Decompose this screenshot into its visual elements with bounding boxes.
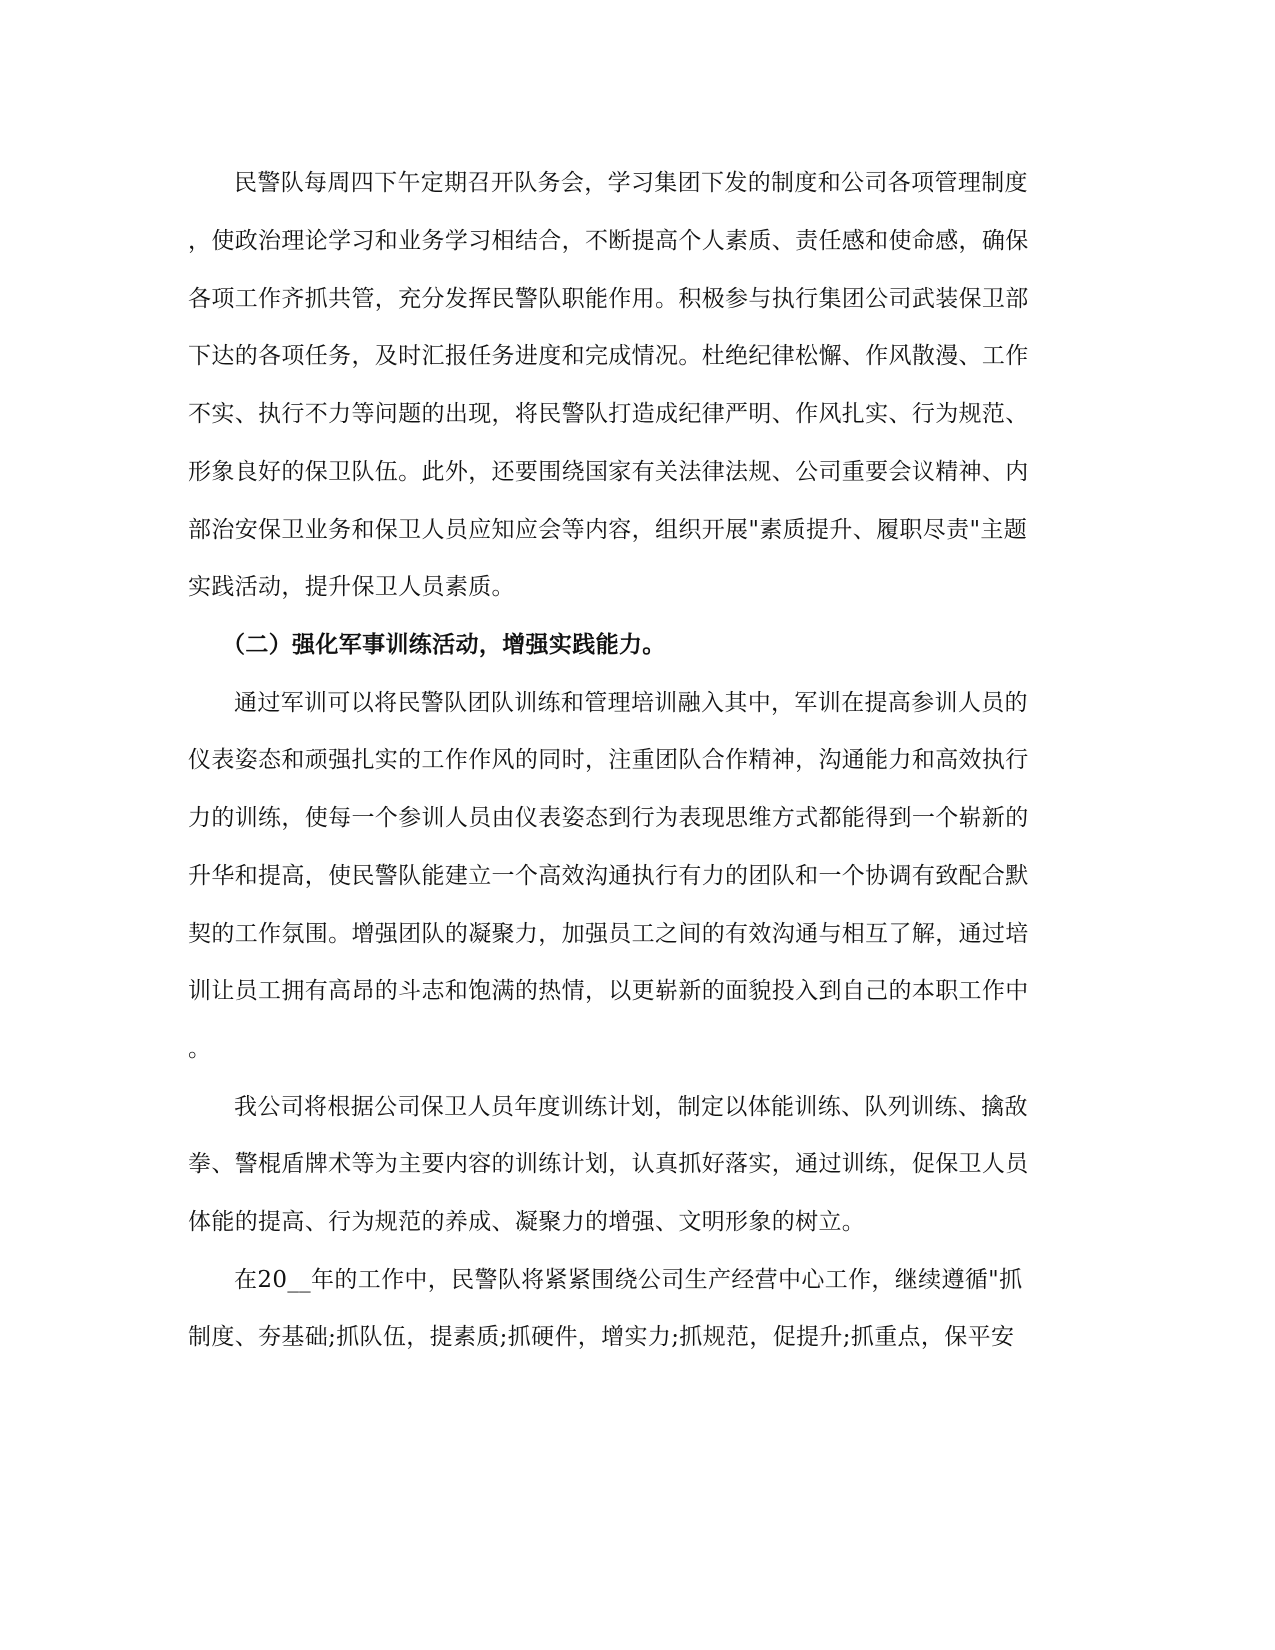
paragraph-line: 训让员工拥有高昂的斗志和饱满的热情，以更崭新的面貌投入到自己的本职工作中	[188, 978, 1029, 1004]
paragraph-line: 通过军训可以将民警队团队训练和管理培训融入其中，军训在提高参训人员的	[234, 690, 1028, 716]
paragraph-line: 下达的各项任务，及时汇报任务进度和完成情况。杜绝纪律松懈、作风散漫、工作	[188, 343, 1029, 369]
section-heading: （二）强化军事训练活动，增强实践能力。	[222, 632, 666, 658]
paragraph-line: 契的工作氛围。增强团队的凝聚力，加强员工之间的有效沟通与相互了解，通过培	[188, 921, 1029, 947]
paragraph-line: 民警队每周四下午定期召开队务会，学习集团下发的制度和公司各项管理制度	[234, 170, 1028, 196]
paragraph-line: 形象良好的保卫队伍。此外，还要围绕国家有关法律法规、公司重要会议精神、内	[188, 459, 1029, 485]
paragraph-line: 升华和提高，使民警队能建立一个高效沟通执行有力的团队和一个协调有致配合默	[188, 863, 1029, 889]
paragraph-line: 力的训练，使每一个参训人员由仪表姿态到行为表现思维方式都能得到一个崭新的	[188, 805, 1029, 831]
paragraph-line: 。	[188, 1036, 212, 1062]
paragraph-line: 体能的提高、行为规范的养成、凝聚力的增强、文明形象的树立。	[188, 1209, 866, 1235]
paragraph-line: 部治安保卫业务和保卫人员应知应会等内容，组织开展"素质提升、履职尽责"主题	[188, 517, 1028, 543]
paragraph-line: 不实、执行不力等问题的出现，将民警队打造成纪律严明、作风扎实、行为规范、	[188, 401, 1029, 427]
paragraph-line: 实践活动，提升保卫人员素质。	[188, 574, 515, 600]
paragraph-line: 制度、夯基础;抓队伍，提素质;抓硬件，增实力;抓规范，促提升;抓重点，保平安	[188, 1324, 1015, 1350]
paragraph-line: ，使政治理论学习和业务学习相结合，不断提高个人素质、责任感和使命感，确保	[188, 228, 1029, 254]
paragraph-line: 仪表姿态和顽强扎实的工作作风的同时，注重团队合作精神，沟通能力和高效执行	[188, 747, 1029, 773]
paragraph-line: 各项工作齐抓共管，充分发挥民警队职能作用。积极参与执行集团公司武装保卫部	[188, 286, 1029, 312]
paragraph-line: 拳、警棍盾牌术等为主要内容的训练计划，认真抓好落实，通过训练，促保卫人员	[188, 1151, 1029, 1177]
paragraph-line: 在20__年的工作中，民警队将紧紧围绕公司生产经营中心工作，继续遵循"抓	[234, 1267, 1023, 1293]
paragraph-line: 我公司将根据公司保卫人员年度训练计划，制定以体能训练、队列训练、擒敌	[234, 1094, 1028, 1120]
